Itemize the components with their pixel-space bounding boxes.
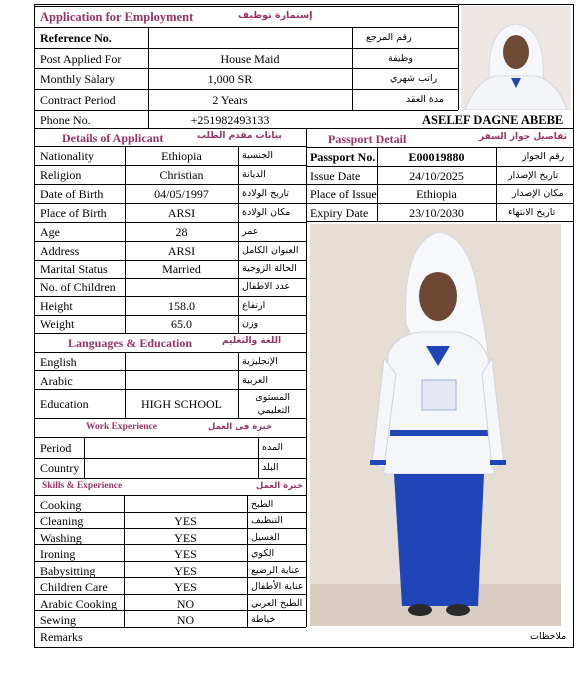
applicant-portrait-photo xyxy=(461,6,571,110)
religion-label-arabic: الديانة xyxy=(242,169,266,180)
washing-label: Washing xyxy=(40,531,82,545)
weight-label-arabic: وزن xyxy=(242,318,259,329)
cooking-label-arabic: الطبخ xyxy=(251,499,274,510)
expiry-date-label: Expiry Date xyxy=(310,206,369,220)
applicant-full-body-photo xyxy=(310,224,561,626)
no-of-children-label: No. of Children xyxy=(40,280,116,294)
post-applied-label-arabic: وظيفة xyxy=(388,53,413,64)
monthly-salary-label-arabic: راتب شهري xyxy=(390,73,438,84)
place-of-birth-label: Place of Birth xyxy=(40,206,107,220)
children-care-value: YES xyxy=(174,580,197,594)
arabic-label-arabic: العربية xyxy=(242,375,268,386)
post-applied-label: Post Applied For xyxy=(40,52,122,66)
passport-no-label-arabic: رقم الجواز xyxy=(522,151,565,162)
weight-value: 65.0 xyxy=(171,317,192,331)
country-label: Country xyxy=(40,461,80,475)
period-label: Period xyxy=(40,441,72,455)
details-of-applicant-title: Details of Applicant xyxy=(62,131,164,145)
weight-label: Weight xyxy=(40,317,75,331)
children-care-label-arabic: عناية الأطفال xyxy=(251,581,304,592)
languages-education-title: Languages & Education xyxy=(68,336,193,350)
application-title: Application for Employment xyxy=(40,10,194,24)
marital-status-label-arabic: الحالة الزوجية xyxy=(242,263,297,274)
washing-value: YES xyxy=(174,531,197,545)
arabic-cooking-label-arabic: الطبخ العربي xyxy=(251,598,303,609)
issue-date-label-arabic: تاريخ الإصدار xyxy=(508,170,559,181)
languages-education-title-arabic: اللغة والتعليم xyxy=(222,336,282,346)
date-of-birth-label-arabic: تاريخ الولادة xyxy=(242,188,289,199)
marital-status-value: Married xyxy=(162,262,201,276)
education-label-arabic: المستوى التعليمي xyxy=(255,392,290,416)
applicant-name: ASELEF DAGNE ABEBE xyxy=(422,113,564,127)
height-label-arabic: ارتفاع xyxy=(242,300,266,311)
passport-detail-title: Passport Detail xyxy=(328,132,407,146)
contract-period-value: 2 Years xyxy=(212,93,248,107)
address-label: Address xyxy=(40,244,80,258)
arabic-label: Arabic xyxy=(40,374,73,388)
nationality-label: Nationality xyxy=(40,149,94,163)
application-title-arabic: إستمارة توظيف xyxy=(238,10,313,21)
place-of-birth-value: ARSI xyxy=(167,206,196,220)
passport-detail-title-arabic: تفاصيل جواز السفر xyxy=(479,132,568,142)
ironing-label-arabic: الكوي xyxy=(251,548,275,559)
sewing-label: Sewing xyxy=(40,613,76,627)
country-label-arabic: البلد xyxy=(262,462,279,473)
remarks-label-arabic: ملاحظات xyxy=(530,631,567,642)
religion-label: Religion xyxy=(40,168,82,182)
age-value: 28 xyxy=(175,225,188,239)
nationality-value: Ethiopia xyxy=(161,149,202,163)
details-of-applicant-title-arabic: بيانات مقدم الطلب xyxy=(197,131,282,141)
cleaning-label: Cleaning xyxy=(40,514,84,528)
post-applied-value: House Maid xyxy=(220,52,280,66)
contract-period-label-arabic: مدة العقد xyxy=(406,94,444,105)
phone-no-label: Phone No. xyxy=(40,113,91,127)
children-care-label: Children Care xyxy=(40,580,108,594)
issue-date-value: 24/10/2025 xyxy=(409,169,464,183)
work-experience-title-arabic: خبرة فى العمل xyxy=(208,422,273,432)
passport-no-label: Passport No. xyxy=(310,150,376,164)
monthly-salary-label: Monthly Salary xyxy=(40,72,115,86)
education-label: Education xyxy=(40,397,89,411)
contract-period-label: Contract Period xyxy=(40,93,116,107)
ironing-value: YES xyxy=(174,547,197,561)
english-label-arabic: الإنجليزية xyxy=(242,356,278,367)
ironing-label: Ironing xyxy=(40,547,76,561)
cleaning-label-arabic: التنظيف xyxy=(251,515,283,526)
washing-label-arabic: الغسيل xyxy=(251,532,280,543)
issue-date-label: Issue Date xyxy=(310,169,361,183)
reference-no-label: Reference No. xyxy=(40,31,112,45)
expiry-date-label-arabic: تاريخ الانتهاء xyxy=(508,207,556,218)
sewing-label-arabic: خياطة xyxy=(251,614,276,625)
period-label-arabic: المده xyxy=(262,442,283,453)
place-of-issue-label-arabic: مكان الإصدار xyxy=(512,188,564,199)
babysitting-label: Babysitting xyxy=(40,564,96,578)
age-label: Age xyxy=(40,225,60,239)
passport-no-value: E00019880 xyxy=(408,150,465,164)
nationality-label-arabic: الجنسية xyxy=(242,150,273,161)
english-label: English xyxy=(40,355,77,369)
date-of-birth-value: 04/05/1997 xyxy=(154,187,209,201)
remarks-label: Remarks xyxy=(40,630,83,644)
arabic-cooking-value: NO xyxy=(176,597,195,611)
babysitting-label-arabic: عناية الرضيع xyxy=(251,565,300,576)
date-of-birth-label: Date of Birth xyxy=(40,187,104,201)
cleaning-value: YES xyxy=(174,514,197,528)
work-experience-title: Work Experience xyxy=(86,422,157,432)
place-of-issue-value: Ethiopia xyxy=(416,187,457,201)
skills-experience-title: Skills & Experience xyxy=(42,481,123,491)
place-of-birth-label-arabic: مكان الولادة xyxy=(242,207,291,218)
place-of-issue-label: Place of Issue xyxy=(310,187,377,201)
address-label-arabic: العنوان الكامل xyxy=(242,245,299,256)
height-value: 158.0 xyxy=(168,299,195,313)
skills-experience-title-arabic: خبرة العمل xyxy=(256,481,304,491)
no-of-children-label-arabic: عدد الاطفال xyxy=(242,281,291,292)
height-label: Height xyxy=(40,299,73,313)
address-value: ARSI xyxy=(167,244,196,258)
monthly-salary-value: 1,000 SR xyxy=(207,72,253,86)
arabic-cooking-label: Arabic Cooking xyxy=(40,597,117,611)
sewing-value: NO xyxy=(176,613,195,627)
education-value: HIGH SCHOOL xyxy=(141,397,222,411)
babysitting-value: YES xyxy=(174,564,197,578)
religion-value: Christian xyxy=(159,168,204,182)
marital-status-label: Marital Status xyxy=(40,262,108,276)
reference-no-label-arabic: رقم المرجع xyxy=(366,32,412,43)
expiry-date-value: 23/10/2030 xyxy=(409,206,464,220)
age-label-arabic: عمر xyxy=(242,226,259,237)
cooking-label: Cooking xyxy=(40,498,82,512)
phone-no-value: +251982493133 xyxy=(190,113,270,127)
